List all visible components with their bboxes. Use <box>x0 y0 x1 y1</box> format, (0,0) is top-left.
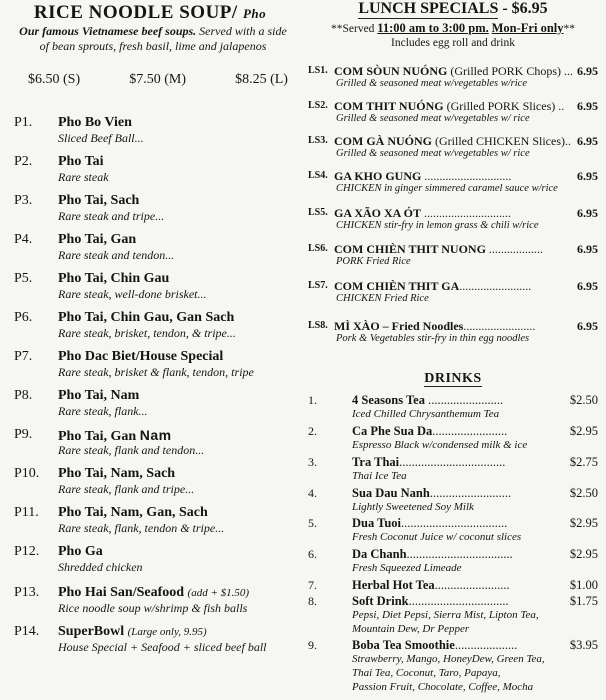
served-prefix: **Served <box>330 23 378 35</box>
special-price: 6.95 <box>577 279 598 293</box>
item-name <box>58 585 249 601</box>
special-name-text: GA KHO GUNG <box>334 169 422 183</box>
drink-desc-line: Thai Ice Tea <box>352 470 407 482</box>
drink-name-text: 4 Seasons Tea <box>352 393 425 407</box>
drink-number: 9. <box>308 638 317 652</box>
pho-title-suffix: Pho <box>242 6 267 21</box>
pho-prices <box>28 72 288 88</box>
item-code: P9. <box>14 427 33 442</box>
drink-number: 6. <box>308 547 317 561</box>
drink-name-text: Sua Dau Nanh <box>352 486 430 500</box>
special-extra: ........................ <box>459 279 532 293</box>
leader-dots: ........................ <box>434 578 510 592</box>
item-note: (Large only, 9.95) <box>127 626 207 638</box>
special-extra: ............................. <box>421 206 512 220</box>
leader-dots: ................................ <box>408 594 509 608</box>
drink-name <box>352 578 510 593</box>
drink-price: $3.95 <box>569 638 598 652</box>
item-name: Pho Tai, Nam <box>58 388 140 403</box>
price-small: $6.50 (S) <box>28 72 81 87</box>
handwritten-note: Nam <box>139 427 172 443</box>
drink-desc-line: Passion Fruit, Chocolate, Coffee, Mocha <box>352 681 534 693</box>
item-name-text: Pho Hai San/Seafood <box>58 585 185 600</box>
special-desc: Grilled & seasoned meat w/vegetables w/ rice <box>336 113 530 124</box>
drink-number: 7. <box>308 578 317 592</box>
special-code: LS3. <box>308 135 328 146</box>
lunch-title-text: LUNCH SPECIALS <box>358 0 499 17</box>
drink-name-text: Ca Phe Sua Da <box>352 424 433 438</box>
item-note: (add + $1.50) <box>187 587 250 599</box>
special-name <box>334 99 564 114</box>
item-desc: Rice noodle soup w/shrimp & fish balls <box>58 601 248 615</box>
special-code: LS5. <box>308 207 328 218</box>
item-code: P8. <box>14 388 33 403</box>
special-name-text: GA XÃO XA ÓT <box>334 206 422 220</box>
drink-name-text: Da Chanh <box>352 547 407 561</box>
special-name <box>334 134 571 149</box>
drink-desc-line: Fresh Squeezed Limeade <box>352 562 462 574</box>
special-name <box>334 319 535 334</box>
item-name-text: SuperBowl <box>58 624 125 639</box>
item-desc: Rare steak, well-done brisket... <box>58 287 207 301</box>
drink-name <box>352 516 507 531</box>
drink-price: $2.50 <box>569 393 598 407</box>
drink-desc <box>352 608 539 636</box>
item-name: Pho Tai, Sach <box>58 193 140 208</box>
leader-dots: .................................. <box>401 516 508 530</box>
drink-number: 2. <box>308 424 317 438</box>
leader-dots: ........................ <box>432 424 508 438</box>
special-extra: ........................ <box>463 319 536 333</box>
special-name-text: COM CHIÈN THIT NUONG <box>334 242 486 256</box>
special-desc: CHICKEN Fried Rice <box>336 293 429 304</box>
special-price: 6.95 <box>577 99 598 113</box>
drink-desc-line: Iced Chilled Chrysanthemum Tea <box>352 408 500 420</box>
drink-desc <box>352 407 499 421</box>
item-code: P3. <box>14 193 33 208</box>
special-code: LS4. <box>308 170 328 181</box>
drink-name-text: Herbal Hot Tea <box>352 578 435 592</box>
special-price: 6.95 <box>577 242 598 256</box>
item-code: P13. <box>14 585 40 600</box>
drink-price: $1.75 <box>569 594 598 608</box>
price-large: $8.25 (L) <box>235 72 288 87</box>
item-desc: Rare steak, flank and tendon... <box>58 443 205 457</box>
special-price: 6.95 <box>577 64 598 78</box>
drink-name <box>352 547 513 562</box>
item-name: Pho Tai, Chin Gau, Gan Sach <box>58 310 235 325</box>
special-name <box>334 64 573 79</box>
item-desc: Rare steak, brisket & flank, tendon, tripe <box>58 365 254 379</box>
item-desc: Rare steak, brisket, tendon, & tripe... <box>58 326 236 340</box>
drink-name <box>352 638 517 653</box>
item-code: P11. <box>14 505 39 520</box>
lunch-specials-title <box>300 0 606 18</box>
special-extra: (Grilled CHICKEN Slices).. <box>432 134 571 148</box>
item-name-text: Pho Tai, Gan <box>58 429 137 444</box>
special-name-text: COM SÒUN NUÓNG <box>334 64 448 78</box>
item-code: P2. <box>14 154 33 169</box>
price-medium: $7.50 (M) <box>129 72 186 87</box>
drink-price: $1.00 <box>569 578 598 592</box>
special-code: LS1. <box>308 65 328 76</box>
drink-desc <box>352 652 545 694</box>
drink-name <box>352 594 509 609</box>
drink-desc <box>352 500 474 514</box>
item-desc: Shredded chicken <box>58 560 143 574</box>
leader-dots: ........................ <box>424 393 504 407</box>
drink-name-text: Soft Drink <box>352 594 409 608</box>
served-suffix: ** <box>563 23 575 35</box>
item-code: P1. <box>14 115 33 130</box>
drink-desc-line: Strawberry, Mango, HoneyDew, Green Tea, <box>352 653 545 665</box>
drink-desc <box>352 438 527 452</box>
item-code: P4. <box>14 232 33 247</box>
special-desc: PORK Fried Rice <box>336 256 411 267</box>
drinks-title <box>300 371 606 387</box>
drink-name <box>352 393 503 408</box>
item-name: Pho Ga <box>58 544 103 559</box>
served-hours <box>300 21 606 36</box>
item-code: P14. <box>14 624 40 639</box>
special-name-text: COM CHIÈN THIT GA <box>334 279 460 293</box>
special-extra: (Grilled PORK Slices) .. <box>443 99 565 113</box>
special-code: LS7. <box>308 280 328 291</box>
item-desc: Rare steak, flank... <box>58 404 148 418</box>
item-code: P5. <box>14 271 33 286</box>
drink-name-text: Tra Thai <box>352 455 400 469</box>
item-desc: Rare steak and tripe... <box>58 209 165 223</box>
drink-desc-line: Thai Tea, Coconut, Taro, Papaya, <box>352 667 501 679</box>
item-desc: Rare steak <box>58 170 109 184</box>
special-extra: .................. <box>485 242 543 256</box>
item-name: Pho Tai, Chin Gau <box>58 271 170 286</box>
item-code: P12. <box>14 544 40 559</box>
drink-desc <box>352 469 407 483</box>
special-name-text: MÌ XÀO – Fried Noodles <box>334 319 464 333</box>
drink-desc <box>352 530 521 544</box>
pho-intro-rest: Served with a side of bean sprouts, fresh basil, lime and jalapenos <box>39 24 287 53</box>
special-extra: (Grilled PORK Chops) ... <box>447 64 574 78</box>
special-name <box>334 169 511 184</box>
pho-title-text: RICE NOODLE SOUP/ <box>33 2 238 23</box>
item-desc: Sliced Beef Ball... <box>58 131 144 145</box>
special-name-text: COM GÀ NUÓNG <box>334 134 432 148</box>
special-desc: CHICKEN stir-fry in lemon grass & chili w/rice <box>336 220 539 231</box>
pho-intro-bold: Our famous Vietnamese beef soups. <box>19 24 197 38</box>
pho-intro <box>18 24 288 54</box>
drink-desc-line: Lightly Sweetened Soy Milk <box>352 501 474 513</box>
item-desc: House Special + Seafood + sliced beef ball <box>58 640 267 654</box>
item-name: Pho Tai, Gan <box>58 232 137 247</box>
drink-name-text: Boba Tea Smoothie <box>352 638 455 652</box>
drink-name <box>352 455 505 470</box>
served-time: 11:00 am to 3:00 pm. <box>377 21 489 35</box>
drink-desc <box>352 561 462 575</box>
drink-name <box>352 486 511 501</box>
special-desc: Grilled & seasoned meat w/vegetables w/ rice <box>336 148 530 159</box>
item-name <box>58 624 207 640</box>
special-code: LS6. <box>308 243 328 254</box>
drink-desc-line: Fresh Coconut Juice w/ coconut slices <box>352 531 522 543</box>
leader-dots: .................... <box>454 638 518 652</box>
includes-note: Includes egg roll and drink <box>391 37 515 49</box>
drink-price: $2.75 <box>569 455 598 469</box>
drink-name-text: Dua Tuoi <box>352 516 401 530</box>
item-name: Pho Tai, Nam, Gan, Sach <box>58 505 208 520</box>
drink-number: 8. <box>308 594 317 608</box>
item-code: P7. <box>14 349 33 364</box>
special-name <box>334 279 531 294</box>
drink-number: 5. <box>308 516 317 530</box>
leader-dots: .................................. <box>399 455 506 469</box>
special-desc: CHICKEN in ginger simmered caramel sauce w/rice <box>336 183 558 194</box>
drink-price: $2.95 <box>569 547 598 561</box>
special-desc: Pork & Vegetables stir-fry in thin egg noodles <box>336 333 530 344</box>
pho-section-title <box>0 2 300 24</box>
special-name <box>334 206 511 221</box>
served-days: Mon-Fri only <box>491 21 564 35</box>
special-price: 6.95 <box>577 206 598 220</box>
drink-desc-line: Espresso Black w/condensed milk & ice <box>352 439 528 451</box>
drink-price: $2.95 <box>569 424 598 438</box>
drink-desc-line: Mountain Dew, Dr Pepper <box>352 623 470 635</box>
item-desc: Rare steak, flank and tripe... <box>58 482 195 496</box>
drink-name <box>352 424 507 439</box>
item-desc: Rare steak, flank, tendon & tripe... <box>58 521 225 535</box>
lunch-title-price: - $6.95 <box>498 0 548 17</box>
drinks-title-text: DRINKS <box>424 371 482 386</box>
item-name: Pho Tai <box>58 154 104 169</box>
leader-dots: .................................. <box>406 547 513 561</box>
item-code: P6. <box>14 310 33 325</box>
special-name <box>334 242 543 257</box>
item-name: Pho Bo Vien <box>58 115 132 130</box>
drink-number: 1. <box>308 393 317 407</box>
special-price: 6.95 <box>577 319 598 333</box>
special-desc: Grilled & seasoned meat w/vegetables w/rice <box>336 78 528 89</box>
drink-number: 3. <box>308 455 317 469</box>
special-code: LS2. <box>308 100 328 111</box>
drink-price: $2.95 <box>569 516 598 530</box>
leader-dots: .......................... <box>429 486 512 500</box>
item-name: Pho Tai, Nam, Sach <box>58 466 176 481</box>
drink-price: $2.50 <box>569 486 598 500</box>
item-code: P10. <box>14 466 40 481</box>
special-extra: ............................. <box>421 169 512 183</box>
special-name-text: COM THIT NUÓNG <box>334 99 444 113</box>
special-price: 6.95 <box>577 134 598 148</box>
item-name: Pho Dac Biet/House Special <box>58 349 224 364</box>
special-price: 6.95 <box>577 169 598 183</box>
item-desc: Rare steak and tendon... <box>58 248 175 262</box>
drink-desc-line: Pepsi, Diet Pepsi, Sierra Mist, Lipton Tea, <box>352 609 539 621</box>
drink-number: 4. <box>308 486 317 500</box>
special-code: LS8. <box>308 320 328 331</box>
